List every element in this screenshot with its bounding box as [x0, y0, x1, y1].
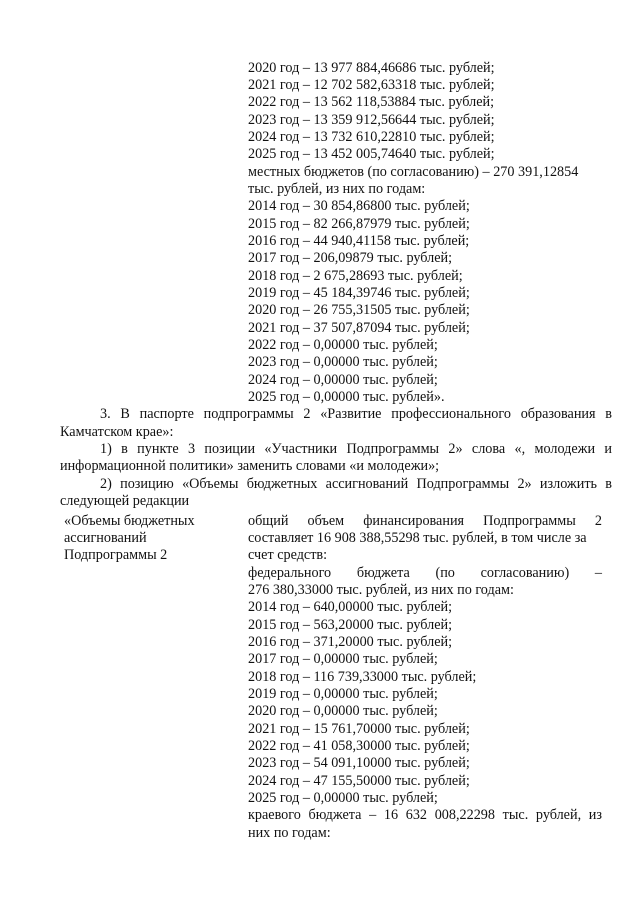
year-line: 2024 год – 47 155,50000 тыс. рублей; — [248, 773, 470, 789]
regional-budget-heading-cont: них по годам: — [248, 825, 331, 841]
total-funding-text-cont: счет средств: — [248, 547, 328, 563]
year-line: 2025 год – 0,00000 тыс. рублей; — [248, 790, 438, 806]
year-line: 2021 год – 12 702 582,63318 тыс. рублей; — [248, 77, 495, 93]
year-line: 2018 год – 116 739,33000 тыс. рублей; — [248, 669, 477, 685]
year-line: 2023 год – 54 091,10000 тыс. рублей; — [248, 755, 470, 771]
year-line: 2023 год – 0,00000 тыс. рублей; — [248, 354, 438, 370]
year-line: 2014 год – 30 854,86800 тыс. рублей; — [248, 198, 470, 214]
year-line: 2022 год – 41 058,30000 тыс. рублей; — [248, 738, 470, 754]
year-line: 2025 год – 13 452 005,74640 тыс. рублей; — [248, 146, 495, 162]
total-funding-text: общий объем финансирования Подпрограммы 2 — [248, 513, 602, 529]
table-left-label: ассигнований — [64, 530, 147, 546]
table-left-label: «Объемы бюджетных — [64, 513, 195, 529]
year-line: 2020 год – 26 755,31505 тыс. рублей; — [248, 302, 470, 318]
year-line: 2015 год – 82 266,87979 тыс. рублей; — [248, 216, 470, 232]
year-line: 2021 год – 37 507,87094 тыс. рублей; — [248, 320, 470, 336]
year-line: 2016 год – 371,20000 тыс. рублей; — [248, 634, 453, 650]
regional-budget-heading: краевого бюджета – 16 632 008,22298 тыс. рублей, из — [248, 807, 602, 823]
federal-budget-heading: федерального бюджета (по согласованию) – — [248, 565, 602, 581]
year-line: 2014 год – 640,00000 тыс. рублей; — [248, 599, 453, 615]
item-3-1-text: 1) в пункте 3 позиции «Участники Подпрограммы 2» слова «, молодежи и — [100, 441, 612, 457]
year-line: 2022 год – 13 562 118,53884 тыс. рублей; — [248, 94, 495, 110]
year-line: 2017 год – 0,00000 тыс. рублей; — [248, 651, 438, 667]
year-line: 2016 год – 44 940,41158 тыс. рублей; — [248, 233, 470, 249]
year-line: 2024 год – 13 732 610,22810 тыс. рублей; — [248, 129, 495, 145]
item-3-text-cont: Камчатском крае»: — [60, 424, 174, 440]
year-line: 2023 год – 13 359 912,56644 тыс. рублей; — [248, 112, 495, 128]
item-3-1-text-cont: информационной политики» заменить словами «и молодежи»; — [60, 458, 440, 474]
item-3-2-text: 2) позицию «Объемы бюджетных ассигнований Подпрограммы 2» изложить в — [100, 476, 612, 492]
year-line: 2021 год – 15 761,70000 тыс. рублей; — [248, 721, 470, 737]
table-left-label: Подпрограммы 2 — [64, 547, 168, 563]
local-budget-heading-cont: тыс. рублей, из них по годам: — [248, 181, 426, 197]
year-line: 2017 год – 206,09879 тыс. рублей; — [248, 250, 453, 266]
item-3-2-text-cont: следующей редакции — [60, 493, 190, 509]
year-line: 2019 год – 45 184,39746 тыс. рублей; — [248, 285, 470, 301]
total-funding-text-cont: составляет 16 908 388,55298 тыс. рублей, в том числе за — [248, 530, 587, 546]
year-line: 2024 год – 0,00000 тыс. рублей; — [248, 372, 438, 388]
year-line: 2022 год – 0,00000 тыс. рублей; — [248, 337, 438, 353]
year-line: 2018 год – 2 675,28693 тыс. рублей; — [248, 268, 463, 284]
year-line: 2019 год – 0,00000 тыс. рублей; — [248, 686, 438, 702]
year-line: 2020 год – 0,00000 тыс. рублей; — [248, 703, 438, 719]
item-3-text: 3. В паспорте подпрограммы 2 «Развитие профессионального образования в — [100, 406, 612, 422]
local-budget-heading: местных бюджетов (по согласованию) – 270 391,12854 — [248, 164, 579, 180]
year-line: 2020 год – 13 977 884,46686 тыс. рублей; — [248, 60, 495, 76]
year-line: 2025 год – 0,00000 тыс. рублей». — [248, 389, 445, 405]
federal-budget-heading-cont: 276 380,33000 тыс. рублей, из них по годам: — [248, 582, 514, 598]
year-line: 2015 год – 563,20000 тыс. рублей; — [248, 617, 453, 633]
